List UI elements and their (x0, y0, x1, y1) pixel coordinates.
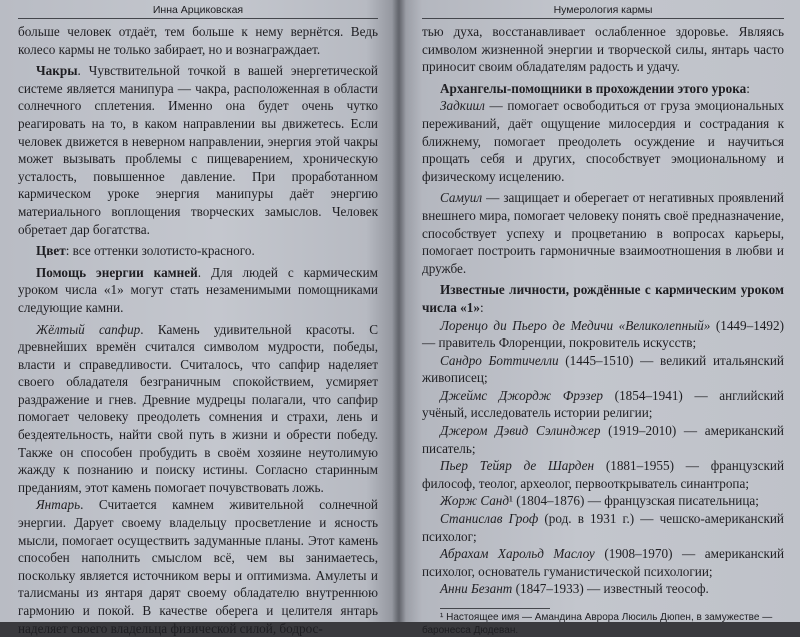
list-item: Сандро Боттичелли (1445–1510) — великий итальянский живописец; (422, 352, 784, 386)
zadkiel-name: Задкиил (440, 98, 485, 114)
amber-paragraph: Янтарь. Считается камнем живительной солнечной энергии. Дарует своему владельцу просветление и ясность мысли, помогает осуществить задуманные планы. Этот камень способен наполнить смыслом всё, чем вы занимаетесь, поскольку является источником веры и оптимизма. Амулеты и талисманы из янтаря дарят своему обладателю внутреннюю гармонию и покой. В качестве оберега и целителя янтарь наделяет своего владельца физической силой, бодрос- (18, 497, 378, 636)
samuel-paragraph: Самуил — защищает и оберегает от негативных проявлений внешнего мира, помогает человеку понять своё предназначение, способствует успеху и процветанию в вопросах карьеры, помогает построить гармоничные взаимоотношения в любви и дружбе. (422, 190, 784, 276)
famous-people-heading: Известные личности, рождённые с кармическим уроком числа «1»: (422, 282, 784, 315)
chakra-heading: Чакры (36, 63, 78, 79)
list-item: Жорж Санд¹ (1804–1876) — французская писательница; (440, 493, 759, 509)
amber-name: Янтарь (36, 497, 81, 513)
right-paragraph-intro: тью духа, восстанавливает ослабленное здоровье. Являясь символом жизненной энергии и творческой силы, янтарь часто приносит своим обладателям радость и удачу. (422, 24, 784, 75)
color-paragraph: Цвет: все оттенки золотисто-красного. (36, 243, 255, 259)
archangels-heading: Архангелы-помощники в прохождении этого урока: (440, 80, 750, 96)
right-running-header: Нумерология кармы (422, 4, 784, 19)
stones-heading: Помощь энергии камней (36, 264, 198, 280)
list-item: Лоренцо ди Пьеро де Медичи «Великолепный» (1449–1492) — правитель Флоренции, покровитель искусств; (422, 317, 784, 351)
list-item: Абрахам Харольд Маслоу (1908–1970) — американский психолог, основатель гуманистической психологии; (422, 546, 784, 579)
sapphire-paragraph: Жёлтый сапфир. Камень удивительной красоты. С древнейших времён считался символом мудрости, победы, власти и справедливости. Считалось, что сапфир наделяет своего обладателя безграничным спокойствием, усмиряет раздражение и гнев. Древние мудрецы полагали, что сапфир помогает человеку преодолеть сомнения и страхи, лень и бездеятельность, найти свой путь в жизни и обрести победу. Также он способен пробудить в своём хозяине неутолимую жажду к познанию и поиску истины. Согласно старинным преданиям, этот камень помогает почувствовать ложь. (18, 321, 378, 495)
left-page (0, 0, 398, 636)
left-paragraph-intro: больше человек отдаёт, тем больше к нему вернётся. Ведь колесо кармы не только забирает, но и вознаграждает. (18, 24, 378, 57)
zadkiel-paragraph: Задкиил — помогает освободиться от груза эмоциональных переживаний, даёт ощущение милосердия и сострадания к ближнему, помогает преодолеть осуждение и научиться прощать себя и других, способствует эмоциональному и физическому исцелению. (422, 98, 784, 184)
footnote: ¹ Настоящее имя — Амандина Аврора Люсиль Дюпен, в замужестве — баронесса Дюдеван. (422, 612, 773, 636)
list-item: Станислав Гроф (род. в 1931 г.) — чешско-американский психолог; (422, 511, 784, 544)
list-item: Джеймс Джордж Фрэзер (1854–1941) — английский учёный, исследователь истории религии; (422, 387, 784, 421)
sapphire-name: Жёлтый сапфир (36, 321, 141, 337)
chakra-paragraph: Чакры. Чувствительной точкой в вашей энергетической системе является манипура — чакра, расположенная в области солнечного сплетения. Именно она будет очень чутко реагировать на то, в каком направлении вы движетесь. Если человек движется в неверном направлении, энергия этой чакры может вызывать проблемы с пищеварением, хроническую усталость, повышенное давление. При проработанном кармическом уроке энергия манипуры даёт энергию материального воплощения творческих замыслов. Человек обретает дар богатства. (18, 63, 378, 237)
list-item: Джером Дэвид Сэлинджер (1919–2010) — американский писатель; (422, 423, 784, 456)
book-gutter (392, 0, 406, 622)
color-heading: Цвет (36, 243, 66, 259)
right-page (398, 0, 800, 636)
famous-people-list (422, 317, 784, 599)
list-item: Анни Безант (1847–1933) — известный теософ. (440, 581, 709, 597)
list-item: Пьер Тейяр де Шарден (1881–1955) — французский философ, теолог, археолог, первооткрыватель синантропа; (422, 458, 784, 491)
stones-paragraph: Помощь энергии камней. Для людей с кармическим уроком числа «1» могут стать незаменимыми помощниками следующие камни. (18, 264, 378, 315)
footnote-rule (440, 608, 550, 609)
left-running-header: Инна Арциковская (18, 4, 378, 19)
samuel-name: Самуил (440, 190, 483, 206)
